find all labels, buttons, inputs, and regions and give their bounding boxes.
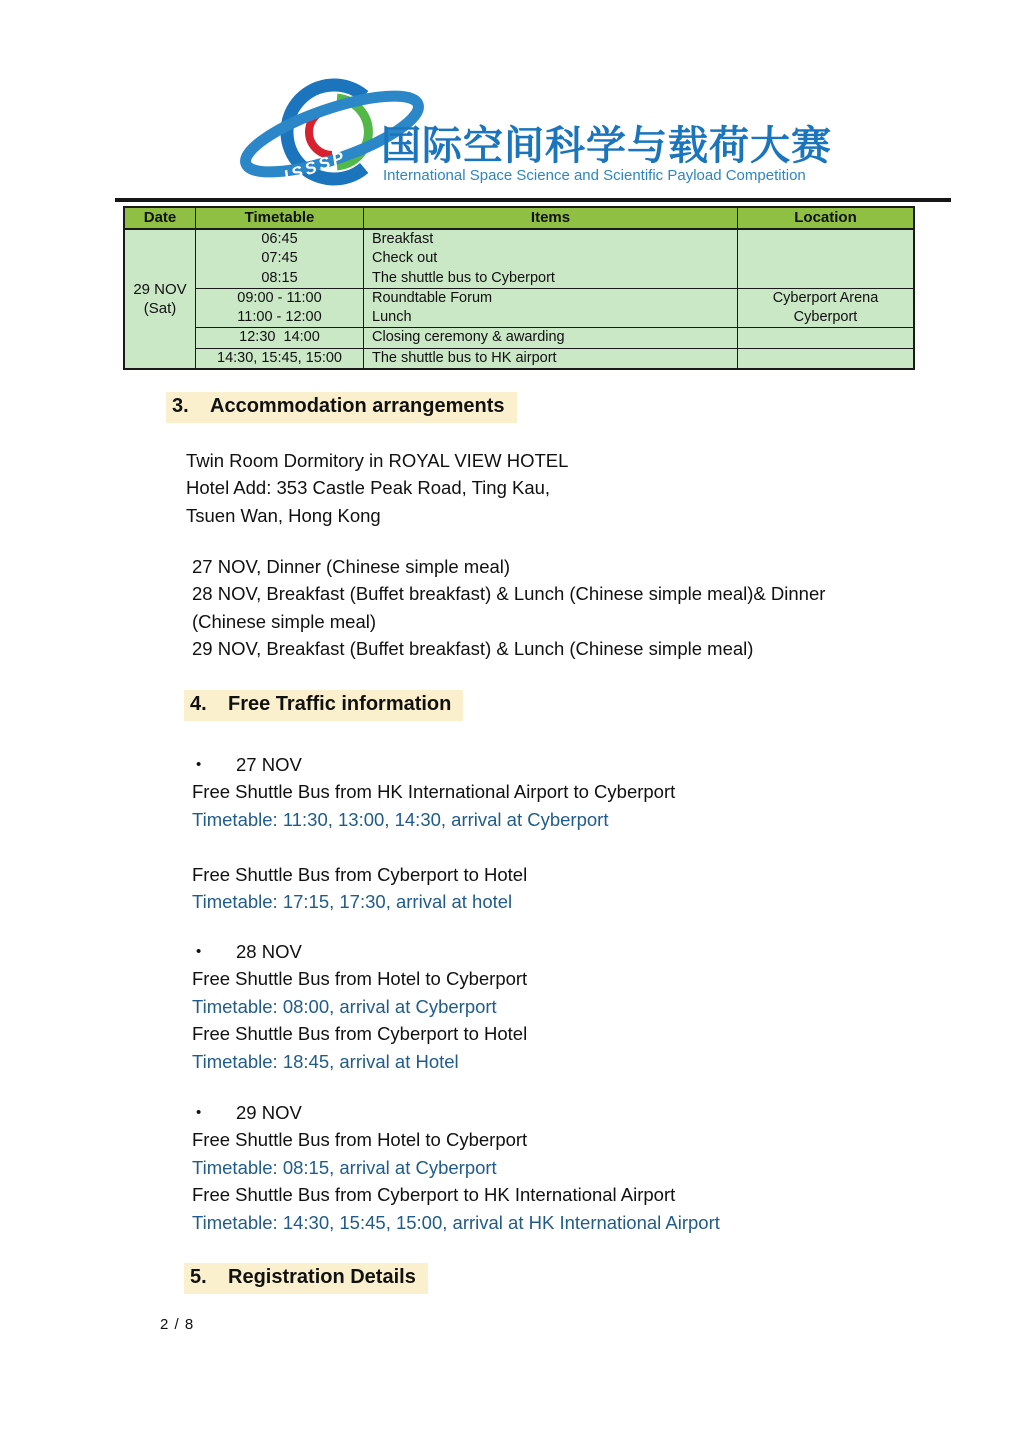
section-heading-registration bbox=[184, 1263, 428, 1294]
day-header bbox=[192, 751, 675, 778]
table-header-items: Items bbox=[364, 208, 738, 228]
items-cell: Closing ceremony & awarding bbox=[372, 329, 565, 346]
meal-line: 29 NOV, Breakfast (Buffet breakfast) & Lunch (Chinese simple meal) bbox=[192, 638, 754, 660]
location-cell bbox=[738, 328, 913, 347]
items-cell: Roundtable Forum bbox=[372, 289, 493, 306]
meal-line: (Chinese simple meal) bbox=[192, 610, 377, 632]
table-row-group bbox=[196, 288, 913, 328]
hotel-line: Hotel Add: 353 Castle Peak Road, Ting Kau, bbox=[186, 477, 551, 499]
table-header-location: Location bbox=[794, 209, 857, 226]
section-title: Accommodation arrangements bbox=[210, 395, 505, 417]
table-header-timetable: Timetable bbox=[196, 208, 364, 228]
timetable-line: Timetable: 11:30, 13:00, 14:30, arrival at Cyberport bbox=[192, 808, 609, 830]
location-cell bbox=[738, 289, 913, 328]
day-block-27nov bbox=[192, 751, 675, 915]
logo-title-chinese: 国际空间科学与载荷大赛 bbox=[381, 124, 832, 168]
timetable-line: Timetable: 14:30, 15:45, 15:00, arrival at HK International Airport bbox=[192, 1211, 720, 1233]
route-line: Free Shuttle Bus from HK International Airport to Cyberport bbox=[192, 781, 676, 803]
timetable-line: Timetable: 08:00, arrival at Cyberport bbox=[192, 995, 497, 1017]
day-date: 27 NOV bbox=[236, 754, 302, 775]
day-block-29nov bbox=[192, 1099, 720, 1236]
timetable-cell: 11:00 - 12:00 bbox=[237, 309, 322, 326]
section-title: Free Traffic information bbox=[228, 693, 452, 715]
day-date: 29 NOV bbox=[236, 1102, 302, 1123]
route-line: Free Shuttle Bus from Hotel to Cyberport bbox=[192, 1129, 528, 1151]
timetable-cell: 14:30, 15:45, 15:00 bbox=[217, 349, 342, 366]
table-row-group bbox=[196, 327, 913, 347]
divider-bar bbox=[115, 198, 951, 202]
meal-line: 27 NOV, Dinner (Chinese simple meal) bbox=[192, 556, 511, 577]
items-cell: Breakfast bbox=[372, 231, 434, 247]
route-line: Free Shuttle Bus from Cyberport to Hotel bbox=[192, 1023, 528, 1045]
schedule-table bbox=[123, 206, 915, 370]
location-cell bbox=[738, 349, 913, 368]
timetable-cell: 08:15 bbox=[261, 269, 298, 286]
bullet-icon: • bbox=[196, 756, 202, 773]
section-number: 4. bbox=[190, 693, 207, 715]
timetable-line: Timetable: 08:15, arrival at Cyberport bbox=[192, 1156, 497, 1178]
table-header-row bbox=[125, 208, 913, 230]
page-number: 2 / 8 bbox=[160, 1316, 195, 1333]
hotel-info bbox=[186, 447, 568, 529]
date-line1: 29 NOV bbox=[133, 281, 187, 299]
timetable-line: Timetable: 18:45, arrival at Hotel bbox=[192, 1050, 459, 1072]
date-cell bbox=[125, 230, 196, 368]
location-line: Cyberport bbox=[793, 309, 858, 326]
timetable-cell: 07:45 bbox=[261, 250, 298, 267]
date-line2: (Sat) bbox=[143, 300, 177, 318]
timetable-cell: 09:00 - 11:00 bbox=[237, 289, 322, 306]
bullet-icon: • bbox=[196, 943, 202, 960]
timetable-cell: 06:45 bbox=[261, 231, 298, 247]
location-line: Cyberport Arena bbox=[772, 289, 879, 306]
section-heading-accommodation bbox=[166, 392, 517, 423]
day-header bbox=[192, 938, 527, 965]
section-title: Registration Details bbox=[228, 1266, 416, 1288]
items-cell: The shuttle bus to HK airport bbox=[372, 349, 557, 366]
items-cell: Lunch bbox=[372, 309, 412, 326]
route-line: Free Shuttle Bus from Cyberport to HK International Airport bbox=[192, 1184, 676, 1206]
section-number: 3. bbox=[172, 395, 189, 417]
items-cell: Check out bbox=[372, 250, 438, 267]
day-date: 28 NOV bbox=[236, 941, 302, 962]
day-header bbox=[192, 1099, 720, 1126]
table-header-date: Date bbox=[125, 208, 196, 228]
meal-info bbox=[192, 553, 825, 663]
logo-mark-text: ISSSP bbox=[281, 147, 350, 187]
timetable-line: Timetable: 17:15, 17:30, arrival at hotel bbox=[192, 891, 513, 913]
meal-line: 28 NOV, Breakfast (Buffet breakfast) & Lunch (Chinese simple meal)& Dinner bbox=[192, 583, 826, 605]
hotel-line: Twin Room Dormitory in ROYAL VIEW HOTEL bbox=[186, 450, 569, 471]
bullet-icon: • bbox=[196, 1104, 202, 1121]
logo-subtitle: International Space Science and Scientific Payload Competition bbox=[383, 167, 806, 184]
section-number: 5. bbox=[190, 1266, 207, 1288]
location-cell bbox=[738, 230, 913, 288]
table-row-group bbox=[196, 348, 913, 368]
table-row-group bbox=[196, 230, 913, 288]
route-line: Free Shuttle Bus from Cyberport to Hotel bbox=[192, 863, 528, 885]
route-line: Free Shuttle Bus from Hotel to Cyberport bbox=[192, 968, 528, 990]
day-block-28nov bbox=[192, 938, 527, 1075]
hotel-line: Tsuen Wan, Hong Kong bbox=[186, 504, 381, 526]
timetable-cell: 12:30 14:00 bbox=[239, 329, 320, 346]
section-heading-traffic bbox=[184, 690, 463, 721]
items-cell: The shuttle bus to Cyberport bbox=[372, 269, 555, 286]
